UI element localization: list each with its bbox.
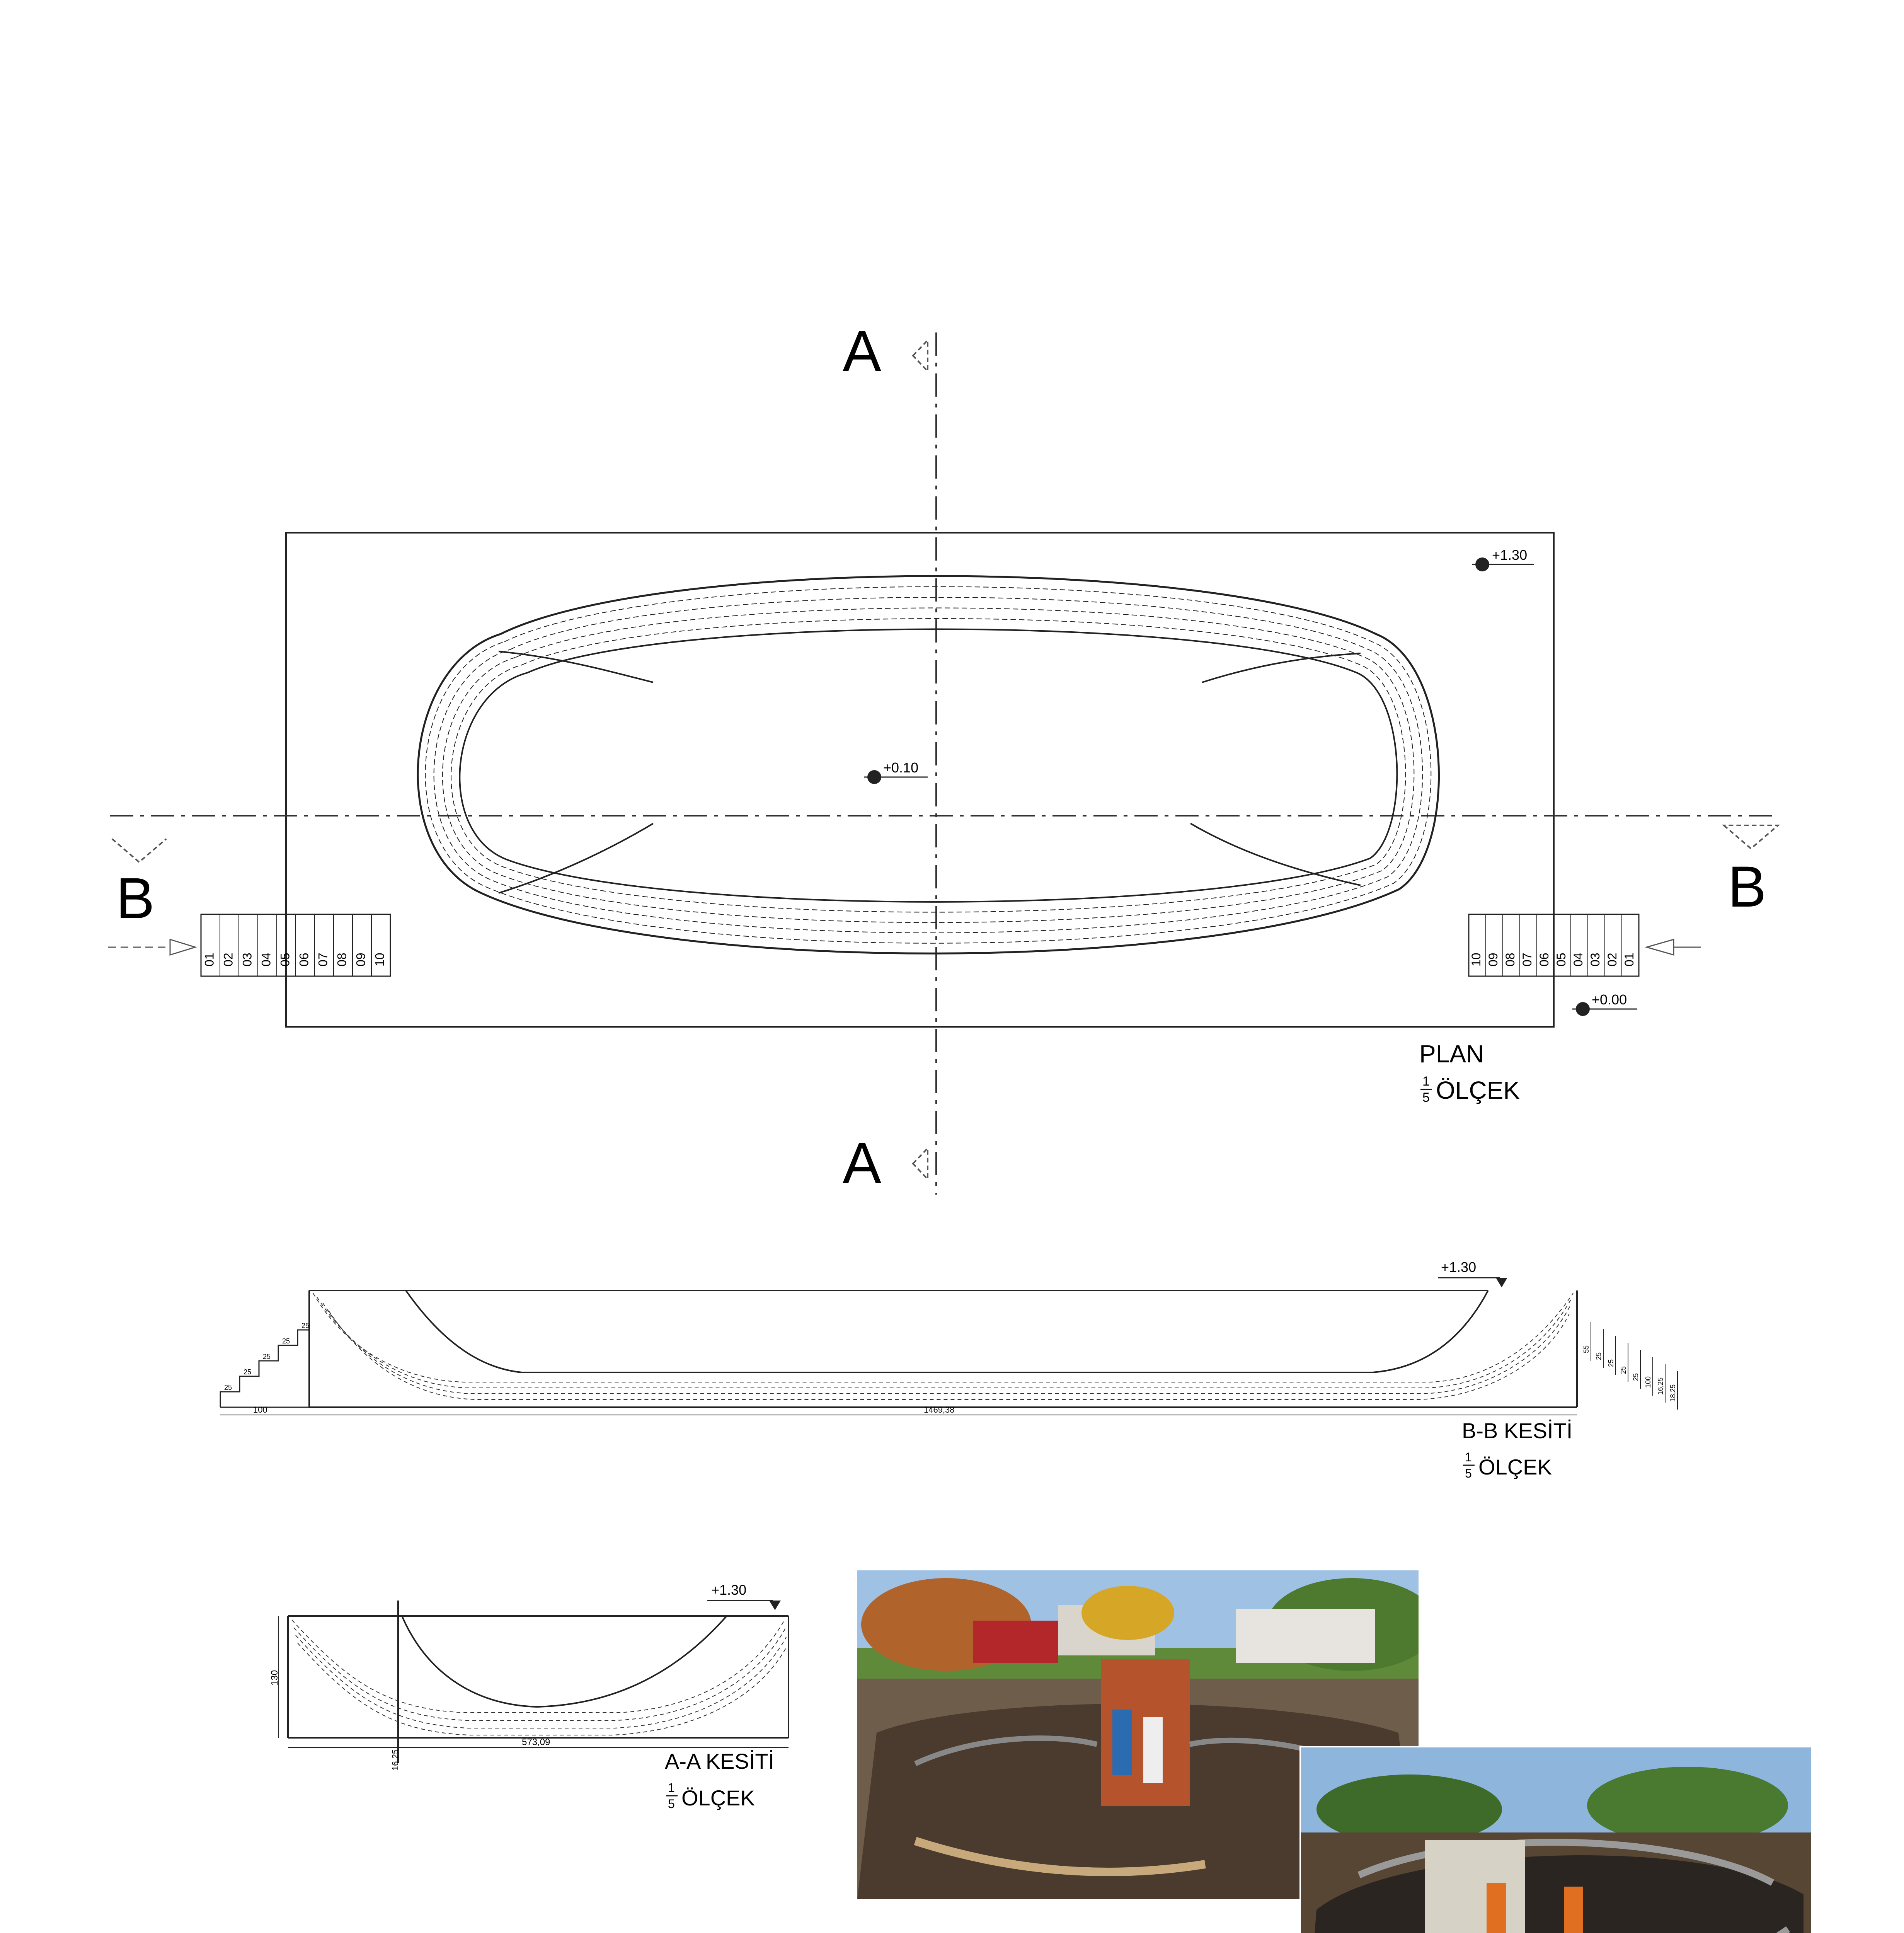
bb-step-label: 25 bbox=[282, 1337, 290, 1345]
bb-dimension-label: 16,25 bbox=[1657, 1377, 1664, 1395]
svg-text:5: 5 bbox=[668, 1797, 675, 1811]
svg-text:A: A bbox=[843, 1130, 882, 1195]
section-mark-a-bottom bbox=[843, 1130, 928, 1195]
bowl-plan-outline bbox=[418, 576, 1439, 953]
section-mark-b-left bbox=[112, 839, 166, 931]
bowl-rebar-photo bbox=[1299, 1746, 1813, 1933]
svg-text:+1.30: +1.30 bbox=[711, 1582, 747, 1598]
bb-dimension-label: 18,25 bbox=[1669, 1384, 1677, 1402]
level-marker-top bbox=[1472, 547, 1534, 571]
stair-step-label: 05 bbox=[1554, 953, 1568, 966]
stair-step-label: 06 bbox=[1537, 953, 1551, 966]
svg-text:5: 5 bbox=[1465, 1466, 1472, 1480]
svg-text:1: 1 bbox=[1465, 1450, 1472, 1464]
stair-step-label: 04 bbox=[259, 953, 273, 966]
svg-text:B: B bbox=[1728, 854, 1767, 919]
stair-step-label: 01 bbox=[202, 953, 216, 966]
section-bb-title: B-B KESİTİ bbox=[1462, 1418, 1573, 1443]
bb-step-label: 25 bbox=[224, 1384, 232, 1391]
svg-text:+0.00: +0.00 bbox=[1592, 992, 1627, 1007]
section-aa-title-block bbox=[665, 1749, 774, 1811]
section-mark-b-right bbox=[1724, 825, 1778, 919]
svg-text:1: 1 bbox=[668, 1781, 675, 1795]
bb-dimension-label: 100 bbox=[1644, 1376, 1652, 1388]
stair-step-label: 08 bbox=[1503, 953, 1517, 966]
stair-step-label: 06 bbox=[297, 953, 311, 966]
plan-title: PLAN bbox=[1419, 1040, 1484, 1068]
section-bb-drawing bbox=[0, 1237, 1904, 1508]
plan-title-block bbox=[1419, 1040, 1520, 1105]
stair-step-label: 07 bbox=[1520, 953, 1534, 966]
section-bb-scale: ÖLÇEK bbox=[1478, 1455, 1552, 1479]
bb-dimension-label: 25 bbox=[1632, 1373, 1640, 1381]
section-aa-level bbox=[707, 1582, 781, 1610]
bb-step-label: 25 bbox=[263, 1353, 271, 1360]
stair-step-label: 09 bbox=[354, 953, 368, 966]
svg-text:+0.10: +0.10 bbox=[883, 760, 919, 776]
stairs-right bbox=[1469, 914, 1701, 976]
svg-text:5: 5 bbox=[1422, 1090, 1430, 1105]
svg-text:1469,38: 1469,38 bbox=[924, 1405, 955, 1415]
section-bb-title-block bbox=[1462, 1418, 1572, 1480]
svg-text:A: A bbox=[843, 319, 882, 384]
stair-step-label: 04 bbox=[1571, 953, 1585, 966]
section-aa-drawing bbox=[0, 1546, 850, 1817]
svg-text:573,09: 573,09 bbox=[522, 1737, 550, 1747]
stair-step-label: 07 bbox=[316, 953, 330, 966]
svg-text:+1.30: +1.30 bbox=[1441, 1259, 1477, 1275]
stair-step-label: 10 bbox=[1469, 953, 1483, 966]
section-aa-scale: ÖLÇEK bbox=[681, 1786, 755, 1810]
plan-scale: ÖLÇEK bbox=[1436, 1076, 1520, 1104]
level-marker-bottom bbox=[1572, 992, 1637, 1016]
bb-step-label: 25 bbox=[244, 1368, 252, 1376]
stair-step-label: 03 bbox=[1588, 953, 1602, 966]
svg-text:+1.30: +1.30 bbox=[1492, 547, 1528, 563]
bb-dimension-label: 25 bbox=[1620, 1366, 1627, 1374]
svg-text:B: B bbox=[116, 866, 155, 931]
section-mark-a-top bbox=[843, 319, 928, 384]
stair-step-label: 05 bbox=[278, 953, 292, 966]
svg-text:16,25: 16,25 bbox=[390, 1749, 400, 1771]
bb-dimension-label: 25 bbox=[1607, 1359, 1615, 1367]
svg-text:1: 1 bbox=[1422, 1074, 1430, 1089]
section-bb-level bbox=[1438, 1259, 1507, 1287]
stair-step-label: 02 bbox=[1605, 953, 1619, 966]
stair-step-label: 01 bbox=[1622, 953, 1636, 966]
stair-step-label: 08 bbox=[335, 953, 349, 966]
stair-step-label: 02 bbox=[221, 953, 235, 966]
bb-dimension-label: 25 bbox=[1595, 1352, 1603, 1360]
stair-step-label: 09 bbox=[1486, 953, 1500, 966]
level-marker-center bbox=[864, 760, 928, 784]
svg-text:130: 130 bbox=[269, 1670, 280, 1686]
stair-step-label: 03 bbox=[240, 953, 254, 966]
svg-text:100: 100 bbox=[253, 1405, 267, 1415]
section-aa-title: A-A KESİTİ bbox=[665, 1749, 775, 1773]
bb-dimension-label: 55 bbox=[1582, 1345, 1590, 1353]
stair-step-label: 10 bbox=[373, 953, 387, 966]
bb-step-label: 25 bbox=[301, 1322, 310, 1330]
